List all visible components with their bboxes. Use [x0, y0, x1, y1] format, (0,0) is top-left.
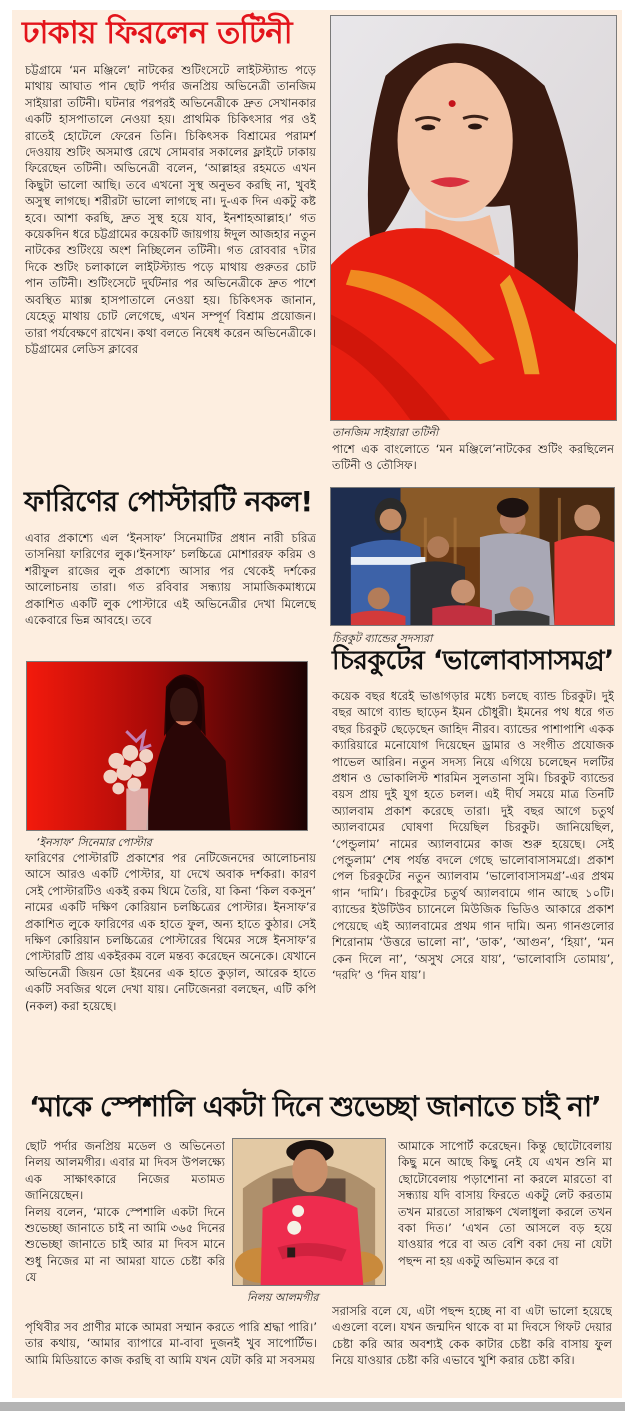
story3-headline: চিরকুটের ‘ভালোবাসাসমগ্র’ — [332, 645, 614, 676]
niloy-portrait-image — [233, 1139, 385, 1285]
insaf-poster-photo — [26, 661, 308, 831]
story4-body-left-wide: পৃথিবীর সব প্রাণীর মাকে আমরা সম্মান করতে পারি শ্রদ্ধা পারি।’ তার কথায়, ‘আমার ব্যাপারে মা-বাবা দুজনই খুব সাপোর্টিভ। আমি মিডিয়াতে কাজ করছি বা আমি যখন যেটা করি মা সবসময় — [25, 1320, 317, 1367]
story2-headline: ফারিণের পোস্টারটি নকল! — [24, 485, 313, 518]
chirkut-band-photo — [330, 487, 615, 626]
chirkut-photo-caption: চিরকুট ব্যান্ডের সদস্যরা — [332, 632, 433, 645]
page-bottom-border — [0, 1402, 625, 1411]
story3-body: কয়েক বছর ধরেই ভাঙাগড়ার মধ্যে চলছে ব্যান্ড চিরকুট। দুই বছর আগে ব্যান্ড ছাড়েন ইমন চৌধুরী। ইমনের পথ ধরে গত বছর চিরকুট ছেড়েছেন জাহিদ নীরব। ব্যান্ডের পাশাপাশি একক ক্যারিয়ারে মনোযোগ দিয়েছেন ড্রামার ও সংগীত প্রযোজক পাভেল আরিন। নতুন সদস্য নিয়ে এগিয়ে চলেছেন দলটির প্রধান ও ভোকালিস্ট শারমিন সুলতানা সুমি। চিরকুট ব্যান্ডের বয়স প্রায় দুই যুগ হতে চলল। এই দীর্ঘ সময়ে মাত্র তিনটি অ্যালবাম প্রকাশ করেছে তারা। দুই বছর আগে চতুর্থ অ্যালবামের ঘোষণা দিয়েছিল চিরকুট। জানিয়েছিল, ‘পেন্ডুলাম’ নামের অ্যালবামের কাজ শুরু হয়েছে। সেই পেন্ডুলাম’ শেষ পর্যন্ত বদলে গেছে ভালোবাসাসমগ্রে। প্রকাশ পেল চিরকুটের নতুন অ্যালবাম ‘ভালোবাসাসমগ্র’-এর প্রথম গান ‘দামি’। চিরকুটের চতুর্থ অ্যালবামে গান আছে ১০টি। ব্যান্ডের ইউটিউব চ্যানেলে মিউজিক ভিডিও আকারে প্রকাশ পেয়েছে এই অ্যালবামের প্রথম গান দামি। অন্য গানগুলোর শিরোনাম ‘উত্তরে ভালো না’, ‘ডাক’, ‘আগুন’, ‘হিয়া’, ‘মন কেন দিলে না’, ‘অসুখ সেরে যায়’, ‘ভালোবাসি তোমায়’, ‘দরদি’ ও ‘দিন যায়’। — [332, 689, 614, 982]
story4-body-right-narrow: আমাকে সাপোর্ট করেছেন। কিন্তু ছোটোবেলায় কিছু মনে আছে কিছু নেই যে এখন শুনি মা ছোটোবেলায় পড়াশোনা না করলে মারতো বা সন্ধ্যায় যদি বাসায় ফিরতে একটু লেট করতাম তখন মারতো সারাক্ষণ খেলাধুলা করলে তখন বকা দিত।’ ‘এখন তো আসলে বড় হয়ে যাওয়ার পরে বা অত বেশি বকা দেয় না যেটা পছন্দ না হয় একটু অভিমান করে বা — [398, 1139, 612, 1268]
niloy-photo-caption: নিলয় আলমগীর — [247, 1291, 319, 1304]
story4-body-left-narrow: ছোট পর্দার জনপ্রিয় মডেল ও অভিনেতা নিলয় আলমগীর। এবার মা দিবস উপলক্ষ্যে এক সাক্ষাৎকারে নিজের মতামত জানিয়েছেন। নিলয় বলেন, ‘মাকে স্পেশালি একটা দিনে শুভেচ্ছা জানাতে চাই না আমি ৩৬৫ দিনের শুভেচ্ছা জানাতে চাই আর মা দিবস মানে শুধু নিজের মা না আমরা যাতে চেষ্টা করি যে — [25, 1139, 225, 1285]
story1-continuation: পাশে এক বাংলোতে ‘মন মঞ্জিলে’নাটকের শুটিং করছিলেন তটিনী ও তৌসিফ। — [332, 442, 614, 473]
insaf-poster-image — [27, 662, 307, 830]
chirkut-band-image — [331, 488, 614, 625]
story4-headline: ‘মাকে স্পেশালি একটা দিনে শুভেচ্ছা জানাতে চাই না’ — [29, 1090, 601, 1123]
story2-body-bottom: ফারিণের পোস্টারটি প্রকাশের পর নেটিজেনদের আলোচনায় আসে আরও একটি পোস্টার, যা দেখে অবাক দর্শকরা। কারণ সেই পোস্টারটিও একই রকম থিমে তৈরি, যা কিনা ‘কিল বকসুন’ নামের একটি দক্ষিণ কোরিয়ান চলচ্চিত্রের পোস্টার। ইনসাফ’র প্রকাশিত লুকে ফারিণের এক হাতে ফুল, অন্য হাতে কুঠার। সেই দক্ষিণ কোরিয়ান চলচ্চিত্রের পোস্টারের থিমের সঙ্গে ইনসাফ’র পোস্টারটি প্রায় একইরকম বলে মন্তব্য করেছেন অনেকে। যেখানে অভিনেত্রী জিয়ন ডো ইয়নের এক হাতে কুড়াল, আরেক হাতে একটি সবজির থলে দেখা যায়। নেটিজেনরা বলছেন, এটি কপি (নকল) করা হয়েছে। — [25, 851, 316, 1013]
story1-headline: ঢাকায় ফিরলেন তটিনী — [22, 15, 293, 51]
newspaper-page — [12, 10, 622, 1398]
insaf-poster-caption: ‘ইনসাফ’ সিনেমার পোস্টার — [36, 836, 152, 849]
tatini-portrait-image — [331, 16, 616, 420]
tatini-photo — [330, 15, 617, 421]
tatini-photo-caption: তানজিম সাইয়ারা তটিনী — [332, 426, 439, 439]
story4-body-right-wide: সরাসরি বলে যে, এটা পছন্দ হচ্ছে না বা এটা ভালো হয়েছে এগুলো বলে। যখন জন্মদিন থাকে বা মা দিবসে গিফট দেয়ার চেষ্টা করি আর অবশ্যই কেক কাটার চেষ্টা করি বাসায় ফুল নিয়ে যাওয়ার চেষ্টা করি এভাবে খুশি করার চেষ্টা করি। — [332, 1304, 612, 1368]
niloy-photo — [232, 1138, 386, 1286]
story2-body-top: এবার প্রকাশ্যে এল ‘ইনসাফ’ সিনেমাটির প্রধান নারী চরিত্র তাসনিয়া ফারিণের লুক।‘ইনসাফ’ চলচ্চিত্রে মোশাররফ করিম ও শরীফুল রাজের লুক প্রকাশ্যে আসার পর থেকেই দর্শকের আলোচনায় তারা। গত রবিবার সন্ধ্যায় সামাজিকমাধ্যমে প্রকাশিত একটি লুক পোস্টারে এই অভিনেত্রীর দেখা মিলেছে একেবারে ভিন্ন আবহে। তবে — [25, 531, 316, 628]
story1-body: চট্টগ্রামে ‘মন মঞ্জিলে’ নাটকের শুটিংসেটে লাইটস্ট্যান্ড পড়ে মাথায় আঘাত পান ছোট পর্দার জনপ্রিয় অভিনেত্রী তানজিম সাইয়ারা তটিনী। ঘটনার পরপরই অভিনেত্রীকে দ্রুত সেখানকার একটি হাসপাতালে নেওয়া হয়। প্রাথমিক চিকিৎসার পর ওই রাতেই হোটেলে ফেরেন তিনি। চিকিৎসক বিশ্রামের পরামর্শ দেওয়ায় শুটিং অসমাপ্ত রেখে সোমবার সকালের ফ্লাইটে ঢাকায় ফিরেছেন তটিনী। অভিনেত্রী বলেন, ‘আল্লাহর রহমতে এখন কিছুটা ভালো আছি। তবে এখনো সুস্থ অনুভব করছি না, খুবই অসুস্থ লাগছে। শরীরটা ভালো লাগছে না। দু-এক দিন একটু কষ্ট হবে। আশা করছি, দ্রুত সুস্থ হয়ে যাব, ইনশাহআল্লাহ।’ গত কয়েকদিন ধরে চট্টগ্রামের কয়েকটি জায়গায় ঈদুল আজহার নতুন নাটকের শুটিংয়ে অংশ নিচ্ছিলেন তটিনী। গত রোববার ৭টার দিকে শুটিং চলাকালে লাইটস্ট্যান্ড পড়ে মাথায় গুরুতর চোট পান তটিনী। শুটিংসেটে দুর্ঘটনার পর অভিনেত্রীকে দ্রুত পাশে অবস্থিত ম্যাক্স হাসপাতালে নেওয়া হয়। চিকিৎসক জানান, যেহেতু মাথায় চোট লেগেছে, এখন সম্পূর্ণ বিশ্রাম প্রয়োজন। তারা পর্যবেক্ষণে রাখেন। কথা বলতে নিষেধ করেন অভিনেত্রীকে। চট্টগ্রামের লেডিস ক্লাবের — [25, 63, 316, 356]
